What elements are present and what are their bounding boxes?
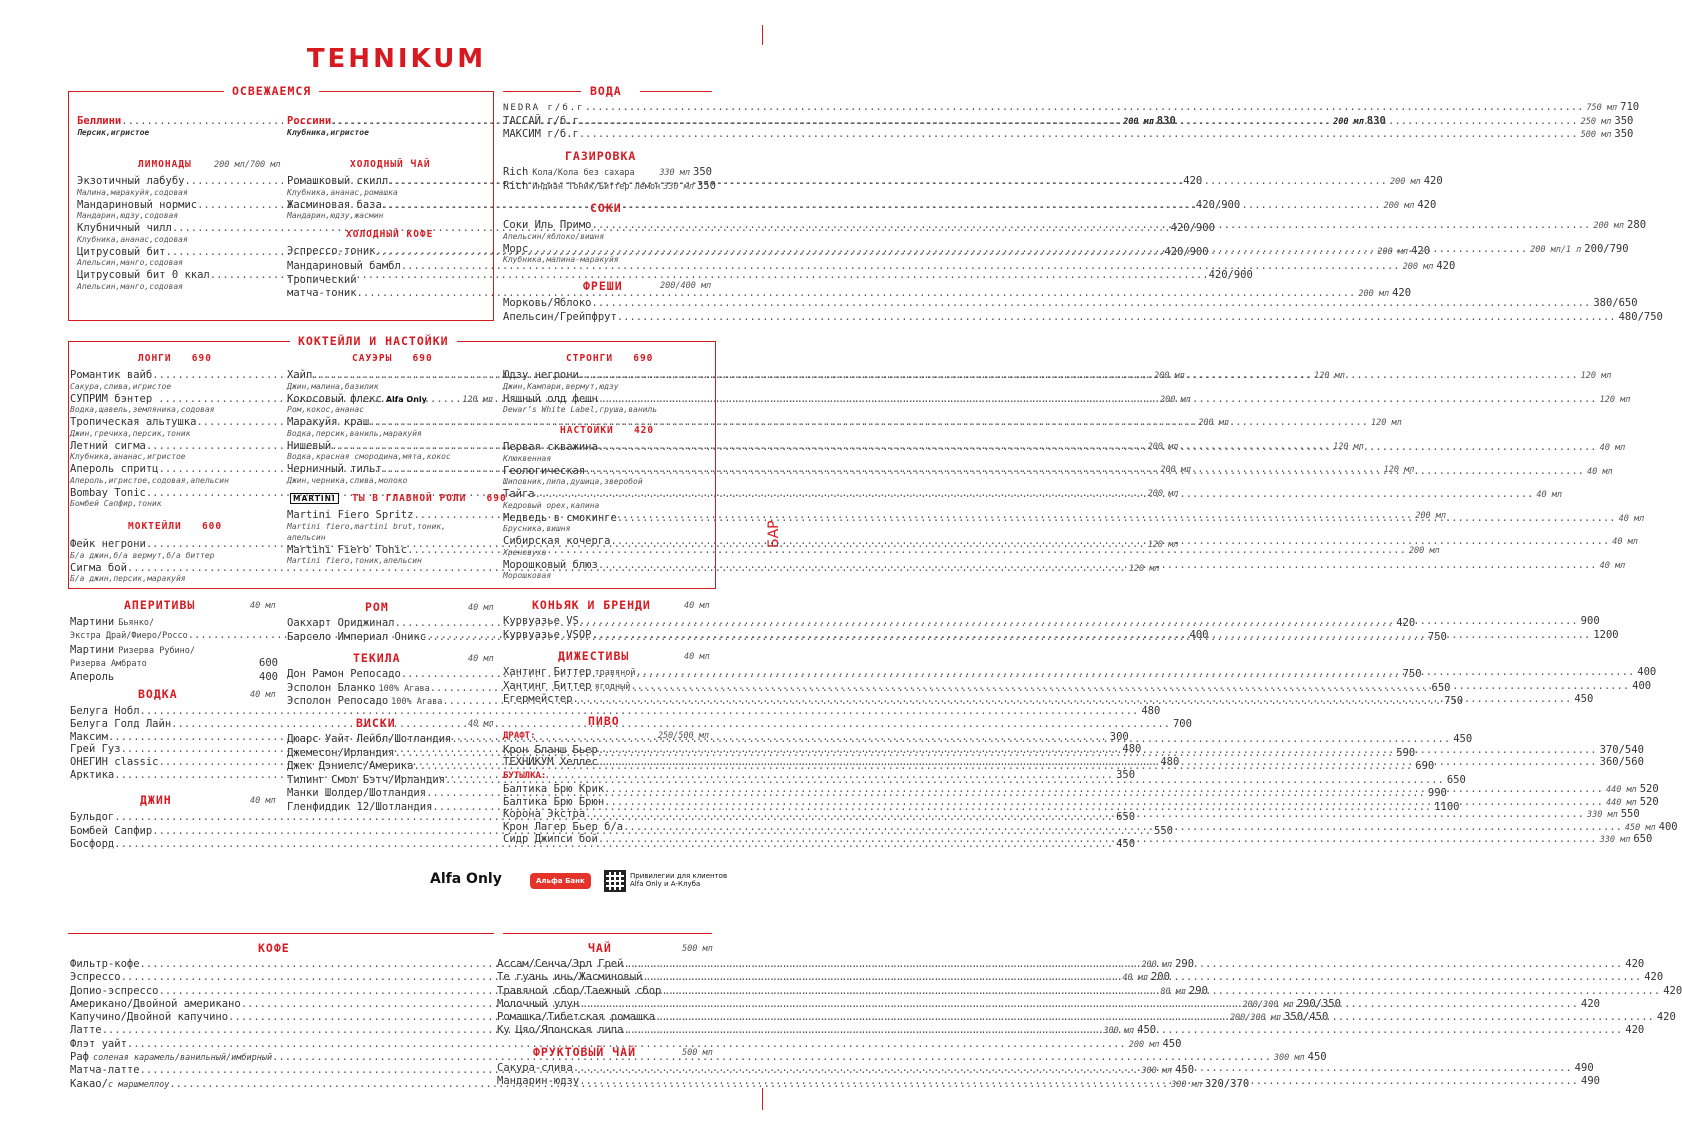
menu-item: Ромашка/Тибетская ромашка ..... 420 (497, 1011, 712, 1024)
menu-item: Россини ..... 200 мл 830 (287, 115, 487, 128)
menu-item: Беллини ..... 200 мл 830 (77, 115, 277, 128)
menu-item-description: Dewar’s White Label,груша,ваниль (503, 405, 658, 414)
menu-item: Романтик вайб ..... 200 мл (70, 369, 278, 382)
menu-item-description: Апельсин,манго,содовая (77, 258, 183, 267)
divider (640, 91, 712, 92)
menu-item: Раф соленая карамель/ванильный/имбирный ..... 300 мл 450 (70, 1051, 485, 1064)
menu-item: Босфорд ..... 450 (70, 838, 278, 852)
menu-item: Балтика Брю Брюн ..... 440 мл 520 (503, 796, 712, 809)
mocktails-title: МОКТЕЙЛИ 600 (128, 521, 223, 532)
menu-item-description: Клубника,ананас,игристое (70, 452, 186, 461)
fresh-title: ФРЕШИ (583, 279, 623, 293)
menu-item-description: Мандарин,юдзу,содовая (77, 211, 179, 220)
menu-item-description: Апельсин/яблоко/вишня (503, 231, 605, 241)
cold-tea-title: ХОЛОДНЫЙ ЧАЙ (350, 159, 431, 170)
menu-item: Дон Рамон Репосадо ..... 750 (287, 668, 496, 682)
menu-item: Джемесон/Ирландия ..... 590 (287, 747, 496, 761)
menu-item: Максим ..... 300 (70, 731, 278, 744)
tea-title: ЧАЙ (588, 941, 612, 955)
menu-item: Матча-латте ..... 300 мл 450 (70, 1064, 485, 1077)
menu-item: Крон Лагер Бьер б/а ..... 450 мл 400 (503, 821, 712, 834)
menu-item: Rich Индиан Тоник/Биттер Лемон 330 мл 350 (503, 180, 716, 192)
menu-item: Эсполон Репосадо 100% Агава ..... 750 (287, 695, 496, 709)
cognac-title: КОНЬЯК И БРЕНДИ (532, 598, 651, 612)
menu-item: Флэт уайт ..... 200 мл 450 (70, 1038, 485, 1051)
fruit-tea-title: ФРУКТОВЫЙ ЧАЙ (533, 1045, 637, 1059)
crop-mark (762, 1088, 763, 1110)
menu-item: Соки Иль Примо ..... 200 мл 280 (503, 219, 712, 232)
menu-item: Капучино/Двойной капучино ..... 200/300 мл 350/450 (70, 1011, 485, 1024)
menu-item-description: Водка,персик,ваниль,маракуйя (287, 428, 422, 438)
menu-item-description: Ром,кокос,ананас (287, 405, 365, 414)
menu-item: Няшный олд фешн ..... 120 мл (503, 393, 712, 406)
menu-item: Курвуазье VSOP ..... 1200 (503, 629, 712, 643)
menu-item: Bombay Tonic ..... 200 мл (70, 487, 278, 500)
menu-item: Геологическая ..... 40 мл (503, 465, 712, 478)
menu-item: Морошковый блюз ..... 40 мл (503, 559, 712, 572)
beer-title: ПИВО (588, 714, 620, 728)
fruit-tea-unit: 500 мл (682, 1048, 713, 1058)
menu-item: Сакура-слива ..... 490 (497, 1062, 712, 1075)
menu-item-description: Сакура,слива,игристое (70, 381, 172, 391)
cognac-unit: 40 мл (684, 601, 710, 611)
menu-item: Корона Экстра ..... 330 мл 550 (503, 808, 712, 821)
sours-title: САУЭРЫ 690 (352, 353, 433, 364)
menu-item: Цитрусовый бит ..... 420/900 (77, 246, 277, 259)
whisky-title: ВИСКИ (356, 716, 396, 730)
menu-item: Тилинг Смол Бэтч/Ирландия ..... 650 (287, 774, 496, 788)
menu-item: Апероль спритц ..... 200 мл (70, 463, 278, 476)
menu-item: Какао/ с маршмеллоу ..... 300 мл 320/370 (70, 1078, 485, 1091)
coffee-divider (68, 933, 494, 934)
menu-item-description: Водка,щавель,земляника,содовая (70, 405, 215, 414)
menu-item: Ромашковый скилл ..... 200 мл 420 (287, 175, 487, 188)
menu-item: Американо/Двойной американо ..... 200/300 мл 290/350 (70, 998, 485, 1011)
vodka-title: ВОДКА (138, 687, 178, 701)
menu-item: Грей Гуз ..... 480 (70, 743, 278, 756)
menu-item: Травяной сбор/Таежный сбор ..... 420 (497, 985, 712, 998)
tinctures-title: НАСТОЙКИ 420 (560, 425, 655, 436)
menu-item: Экзотичный лабубу ..... 420 (77, 175, 277, 188)
crop-mark (762, 25, 763, 45)
menu-item: Арктика ..... 350 (70, 769, 278, 782)
coffee-title: КОФЕ (258, 941, 290, 955)
menu-item: СУПРИМ бэнтер ..... 200 мл (70, 393, 278, 406)
menu-item-description: Джин,малина,базилик (287, 381, 379, 391)
cocktails-title: КОКТЕЙЛИ И НАСТОЙКИ (290, 334, 457, 348)
menu-item-description: Б/а джин,персик,маракуйя (70, 574, 186, 583)
strongs-title: СТРОНГИ 690 (566, 353, 654, 364)
menu-item-description: Морошковая (503, 571, 552, 580)
qr-code-icon (604, 870, 626, 892)
menu-item-description: Джин,Кампари,вермут,юдзу (503, 381, 619, 391)
menu-item: Мандариновый бамбл ..... 200 мл 420 (287, 260, 487, 273)
fresh-unit: 200/400 мл (660, 281, 712, 291)
cold-coffee-title: ХОЛОДНЫЙ КОФЕ (346, 229, 434, 240)
menu-item: Те гуань инь/Жасминовый ..... 420 (497, 971, 712, 984)
menu-item: Martini Fiero Spritz ..... 200 мл (287, 509, 496, 522)
partners-note: Привилегии для клиентов Alfa Only и А-Клуба (630, 872, 728, 888)
menu-item: Барсело Империал Оникс ..... 750 (287, 631, 496, 645)
alfa-only-logo: Alfa Only (430, 871, 502, 887)
menu-item: Сидр Джипси бой ..... 330 мл 650 (503, 833, 712, 846)
aperitifs-unit: 40 мл (250, 601, 276, 611)
martini-title: MARTINI ТЫ В ГЛАВНОЙ РОЛИ 690 (290, 493, 507, 504)
menu-item-description: Мандарин,юдзу,жасмин (287, 211, 384, 220)
gin-title: ДЖИН (140, 793, 172, 807)
menu-item: Ризерва Амбрато 600 (70, 656, 278, 669)
divider (503, 91, 581, 92)
menu-item: Морс ..... 200 мл/1 л 200/790 (503, 243, 712, 256)
menu-item: Маракуйя краш ..... 120 мл (287, 416, 496, 429)
menu-item-description: Martini fiero,тоник,апельсин (287, 556, 422, 565)
tequila-unit: 40 мл (468, 654, 494, 664)
menu-item: ДРАФТ: 250/500 мл (503, 731, 709, 741)
longs-title: ЛОНГИ 690 (138, 353, 212, 364)
whisky-unit: 40 мл (468, 719, 494, 729)
menu-item: Егермейстер ..... 450 (503, 693, 712, 707)
menu-item: Белуга Голд Лайн ..... 700 (70, 718, 278, 731)
menu-item: Rich Кола/Кола без сахара 330 мл 350 (503, 166, 712, 178)
menu-item-description: Б/а джин,б/а вермут,б/а биттер (70, 550, 215, 560)
menu-item: Белуга Нобл ..... 480 (70, 705, 278, 718)
menu-item-description: Джин,черника,слива,молоко (287, 475, 408, 485)
menu-item: Допио-эспрессо ..... 80 мл 290 (70, 985, 485, 998)
menu-item: МАКСИМ г/б.г ..... 500 мл 350 (503, 128, 712, 142)
soda-list (503, 166, 716, 194)
menu-item-description: Хреновуха (503, 547, 547, 557)
menu-item: ОНЕГИН classic ..... 480 (70, 756, 278, 769)
menu-item: Латте ..... 300 мл 450 (70, 1024, 485, 1037)
aperitifs-title: АПЕРИТИВЫ (124, 598, 196, 612)
martini-logo: MARTINI (290, 493, 339, 504)
menu-item-description: Брусника,вишня (503, 524, 571, 533)
tea-unit: 500 мл (682, 944, 713, 954)
lemonades-unit: 200 мл/700 мл (214, 160, 281, 170)
menu-item: Цитрусовый бит 0 ккал ..... 420/900 (77, 269, 277, 282)
fresh-list (503, 297, 1663, 325)
menu-item: Тропическая альтушка ..... 200 мл (70, 416, 278, 429)
menu-item: Молочный улун ..... 420 (497, 998, 712, 1011)
menu-item: Крон Бланш Бьер ..... 370/540 (503, 744, 712, 757)
menu-item: Бульдог ..... 650 (70, 811, 278, 825)
menu-item-description: Апельсин,манго,содовая (77, 281, 183, 291)
alfa-bank-logo: Альфа Банк (530, 873, 591, 889)
menu-item: Сигма бой ..... 120 мл (70, 562, 278, 575)
menu-item: Апероль 400 (70, 671, 278, 683)
rum-unit: 40 мл (468, 603, 494, 613)
refresh-title: ОСВЕЖАЕМСЯ (224, 84, 319, 98)
menu-item: Хантинг Биттер травяной ..... 400 (503, 666, 712, 680)
menu-item: NEDRA г/б.г ..... 750 мл 710 (503, 101, 712, 115)
menu-item: Эспрессо-тоник ..... 200 мл 420 (287, 245, 487, 258)
menu-item: Оакхарт Ориджинал ..... 420 (287, 617, 496, 631)
menu-item-description: Клубника,ананас,содовая (77, 234, 188, 244)
menu-item: Черничный тильт ..... 120 мл (287, 463, 496, 476)
menu-item: Кокосовый флекс Alfa Only 120 мл (287, 392, 493, 405)
gin-unit: 40 мл (250, 796, 276, 806)
juice-title: СОКИ (590, 201, 622, 215)
menu-item-description: Клубника,малина-маракуйя (503, 255, 619, 264)
menu-item-description: Джин,гречиха,персик,тоник (70, 428, 191, 438)
menu-item: Балтика Брю Крик ..... 440 мл 520 (503, 783, 712, 796)
menu-item: Сибирская кочерга ..... 40 мл (503, 535, 712, 548)
menu-item-description: Малина,маракуйя,содовая (77, 187, 188, 197)
menu-item: Гленфиддик 12/Шотландия ..... 1100 (287, 801, 496, 815)
menu-item: Джек Дэниелс/Америка ..... 690 (287, 760, 496, 774)
menu-item: Хантинг Биттер ягодный ..... 400 (503, 680, 712, 694)
menu-item-description: Кедровый орех,калина (503, 500, 600, 510)
menu-item: Летний сигма ..... 200 мл (70, 440, 278, 453)
menu-item: Манки Шолдер/Шотландия ..... 990 (287, 787, 496, 801)
menu-item: Нишевый ..... 120 мл (287, 440, 496, 453)
menu-item: ТАССАЙ г/б.г ..... 250 мл 350 (503, 115, 712, 129)
menu-item: ТЕХНИКУМ Хеллес ..... 360/560 (503, 756, 712, 769)
tequila-title: ТЕКИЛА (353, 651, 401, 665)
menu-item: Клубничный чилл ..... 420/900 (77, 222, 277, 235)
menu-item: Тропический (287, 274, 357, 286)
lemonades-title: ЛИМОНАДЫ (138, 159, 192, 170)
menu-item: Курвуазье VS ..... 900 (503, 615, 712, 629)
menu-item: Мандарин-юдзу ..... 490 (497, 1075, 712, 1088)
menu-item: Дюарс Уайт Лейбл/Шотландия ..... 450 (287, 733, 496, 747)
menu-item: Жасминовая база ..... 200 мл 420 (287, 199, 487, 212)
menu-item: Эспрессо ..... 40 мл 200 (70, 971, 485, 984)
menu-item: Martini Fiero Tonic ..... 200 мл (287, 544, 496, 557)
menu-item: Медведь в смокинге ..... 40 мл (503, 512, 712, 525)
menu-item: Морковь/Яблоко ..... 380/650 (503, 297, 712, 311)
menu-item: Ку Цяо/Японская липа ..... 420 (497, 1024, 712, 1037)
menu-item: Экстра Драй/Фиеро/Россо ..... 400 (70, 629, 278, 642)
alfa-only-logo-small: Alfa Only (385, 394, 427, 404)
menu-item: Мандариновый нормис ..... 420/900 (77, 199, 277, 212)
menu-item-description: Шиповник,липа,душица,зверобой (503, 477, 643, 486)
menu-item: Ассам/Сенча/Эрл Грей ..... 420 (497, 958, 712, 971)
menu-item-description: Martini fiero,martini brut,тоник, (287, 521, 446, 531)
brand-logo: TEHNIKUM (306, 44, 487, 74)
menu-item: Мартини Ризерва Рубино/ (70, 644, 196, 656)
tea-divider (503, 933, 712, 934)
menu-item-description: апельсин (287, 532, 326, 542)
menu-item: Эсполон Бланко 100% Агава ..... 650 (287, 682, 496, 696)
menu-item: БУТЫЛКА: (503, 770, 547, 781)
menu-item: Юдзу негрони ..... 120 мл (503, 369, 712, 382)
menu-item: Тайга ..... 40 мл (503, 488, 712, 501)
menu-item: Фейк негрони ..... 120 мл (70, 538, 278, 551)
menu-item: Апельсин/Грейпфрут ..... 480/750 (503, 311, 712, 325)
water-title: ВОДА (590, 84, 622, 98)
menu-item-description: Клубника,игристое (287, 127, 369, 137)
menu-item-description: Персик,игристое (77, 127, 150, 137)
soda-title: ГАЗИРОВКА (565, 149, 637, 163)
menu-item-description: Бомбей Сапфир,тоник (70, 499, 162, 508)
menu-item: Первая скважина ..... 40 мл (503, 441, 712, 454)
menu-item-description: Клубника,ананас,ромашка (287, 187, 398, 197)
vodka-unit: 40 мл (250, 690, 276, 700)
menu-item: Хайп ..... 120 мл (287, 369, 496, 382)
menu-item-description: Апероль,игристое,содовая,апельсин (70, 475, 229, 485)
menu-item: матча-тоник ..... 200 мл 420 (287, 287, 487, 300)
side-label: БАР (766, 520, 782, 548)
menu-item: Фильтр-кофе ..... 200 мл 290 (70, 958, 485, 971)
digestifs-title: ДИЖЕСТИВЫ (558, 649, 630, 663)
menu-item: Мартини Бьянко/ (70, 616, 155, 628)
menu-item-description: Водка,красная смородина,мята,кокос (287, 452, 451, 461)
menu-item: Бомбей Сапфир ..... 550 (70, 825, 278, 839)
rum-title: РОМ (365, 600, 389, 614)
menu-item-description: Клюквенная (503, 453, 552, 463)
digestifs-unit: 40 мл (684, 652, 710, 662)
